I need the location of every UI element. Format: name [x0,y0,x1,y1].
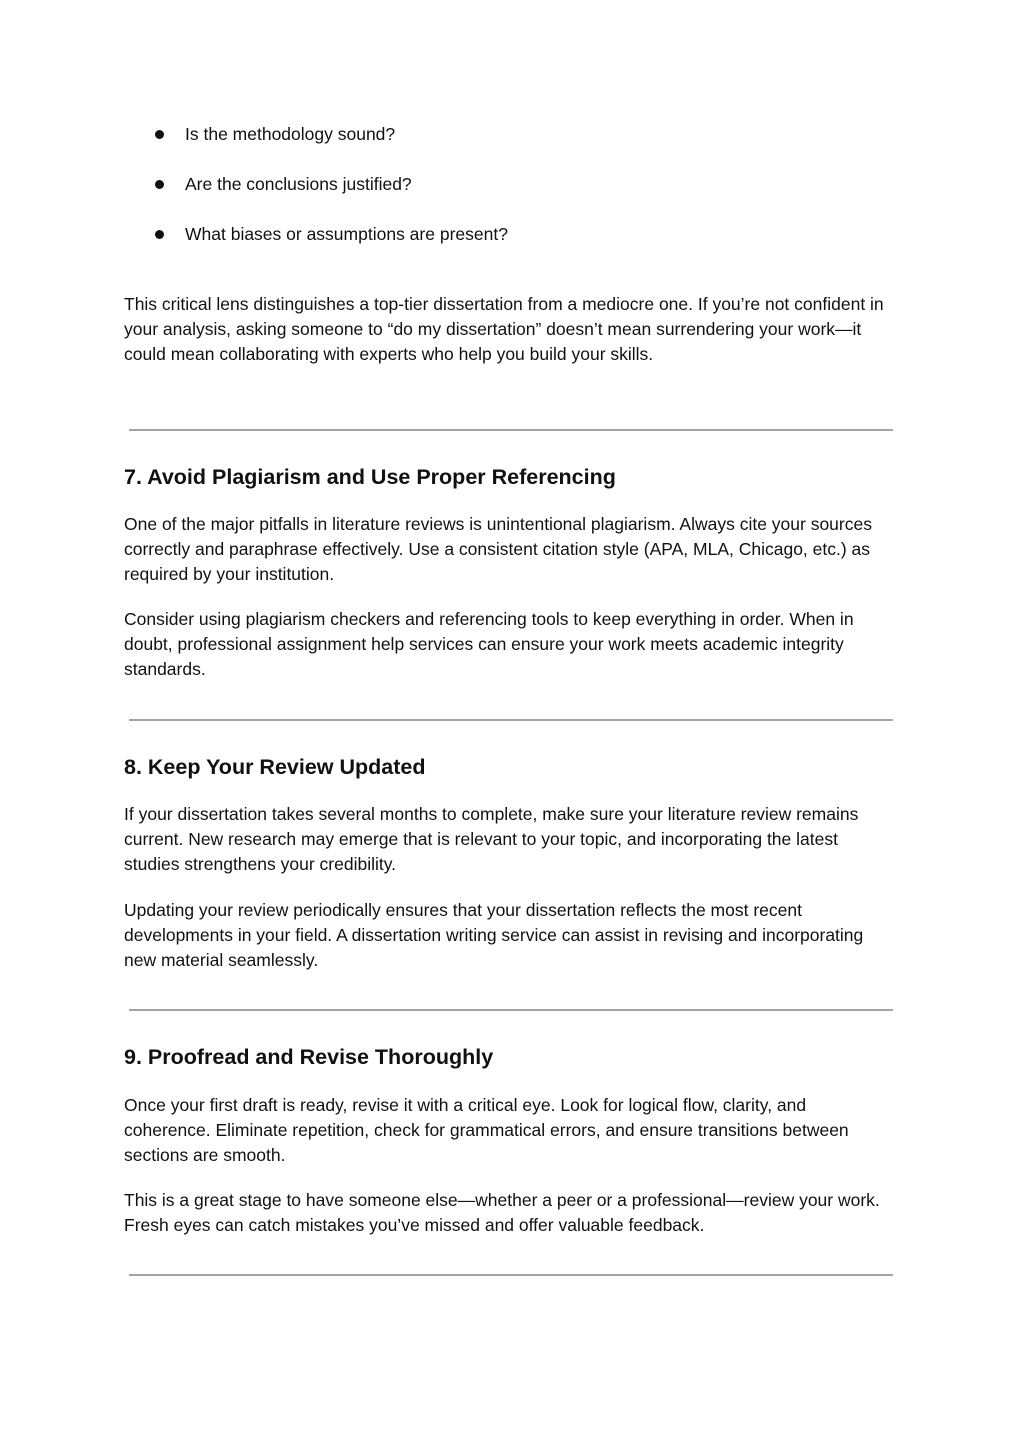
horizontal-rule [129,1274,893,1276]
bullet-list [124,122,894,272]
section-8-paragraph-1: If your dissertation takes several months to complete, make sure your literature review remains current. New research may emerge that is relevant to your topic, and incorporating the latest studies strengthens your credibility. [124,804,859,874]
bullet-text: Is the methodology sound? [185,124,396,144]
horizontal-rule [129,1009,893,1011]
horizontal-rule [129,719,893,721]
bullet-dot-icon [155,230,164,239]
bullet-dot-icon [155,180,164,189]
bullet-text: What biases or assumptions are present? [185,224,508,244]
bullet-dot-icon [155,130,164,139]
horizontal-rule [129,429,893,431]
intro-paragraph: This critical lens distinguishes a top-tier dissertation from a mediocre one. If you’re not confident in your analysis, asking someone to “do my dissertation” doesn’t mean surrendering your work—it could mean collaborating with experts who help you build your skills. [124,294,884,364]
bullet-item [124,122,894,147]
section-7-paragraph-2: Consider using plagiarism checkers and referencing tools to keep everything in order. When in doubt, professional assignment help services can ensure your work meets academic integrity standards. [124,609,854,679]
bullet-text: Are the conclusions justified? [185,174,412,194]
section-9-paragraph-2: This is a great stage to have someone else—whether a peer or a professional—review your work. Fresh eyes can catch mistakes you’ve missed and offer valuable feedback. [124,1190,880,1235]
section-9-paragraph-1: Once your first draft is ready, revise it with a critical eye. Look for logical flow, clarity, and coherence. Eliminate repetition, check for grammatical errors, and ensure transitions between sections are smooth. [124,1095,849,1165]
section-8-heading: 8. Keep Your Review Updated [124,755,426,779]
bullet-item [124,172,894,197]
section-9-heading: 9. Proofread and Revise Thoroughly [124,1045,494,1069]
bullet-item [124,222,894,247]
section-7-heading: 7. Avoid Plagiarism and Use Proper Referencing [124,465,616,489]
section-7-paragraph-1: One of the major pitfalls in literature reviews is unintentional plagiarism. Always cite your sources correctly and paraphrase effectively. Use a consistent citation style (APA, MLA, Chicago, etc.) as required by your institution. [124,514,872,584]
section-8-paragraph-2: Updating your review periodically ensures that your dissertation reflects the most recent developments in your field. A dissertation writing service can assist in revising and incorporating new material seamlessly. [124,900,864,970]
